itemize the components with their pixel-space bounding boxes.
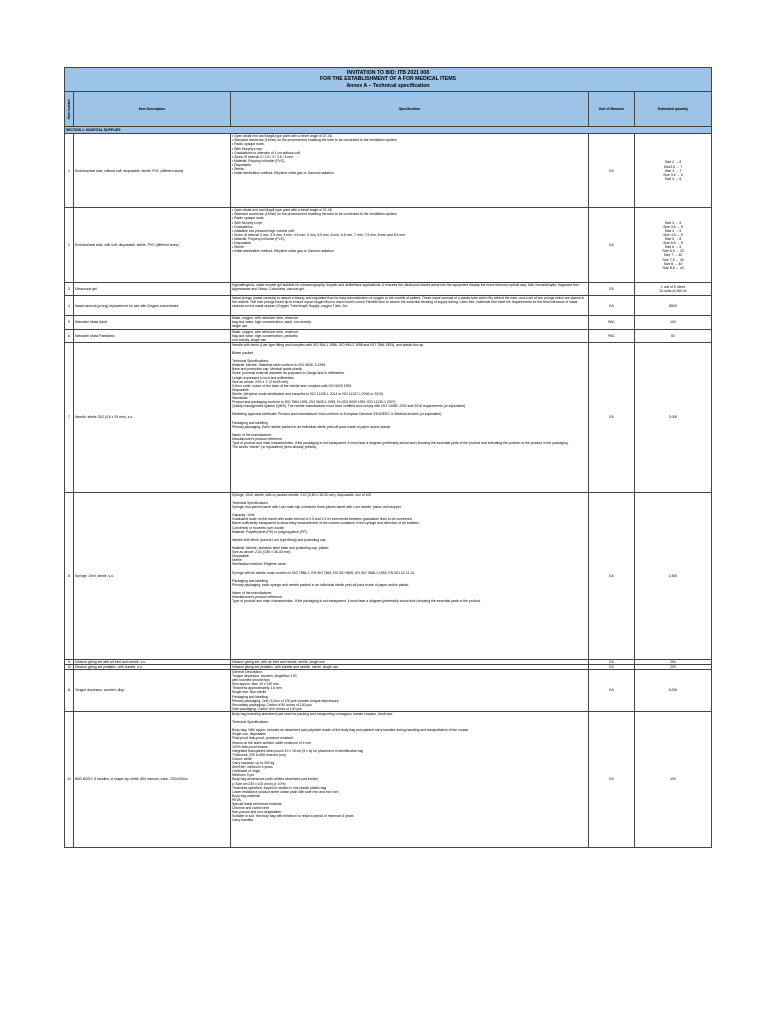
- col-quantity: Estimated quantity: [635, 92, 712, 127]
- quantity-cell: 8,000: [635, 669, 712, 711]
- title-row: [65, 68, 712, 92]
- table-row: [65, 342, 712, 492]
- table-row: [65, 492, 712, 659]
- table-row: [65, 296, 712, 316]
- item-description-cell: Endotracheal tube, without cuff, disposable, sterile, PVC (different sizes): [74, 134, 231, 208]
- specification-cell: Mask, oxygen, with nebulizer tube, reservoir bag and valve, high concentration, pediatric, non-toxicity, single use: [231, 329, 589, 342]
- item-number-cell: 9: [65, 659, 74, 664]
- column-header-row: [65, 92, 712, 127]
- specification-cell: General Description: Tongue depressor, wooden, single/box 100 with rounded smooth tips Size approx: 8cm 15 x 140 mm Thickness approximately 1.6 mm Single use: Non-sterile Packaging and labelling Primary packaging: One (1) box of 100 pcs wooden tongue depressors. Secondary packaging: Carton of 50 boxes of 100 pcs Over packaging: Carton of in boxes of 100 pcs: [231, 669, 589, 711]
- item-number-cell: 4: [65, 296, 74, 316]
- specification-cell: • Open distal end and Magill-type point with a bevel angle of 37-45. • Standard connector (15mm) on the proximal end enabling the tube to be connected to the ventilation system. • Radio opaque mark. • With Murphy's eye. • Graduations. • Inflatable low pressure/high volume cuff. • Sizes: Ø internal 3 mm, 3.5 mm, 4 mm, 4.5 mm, 5 mm, 5.5 mm, 6 mm, 6.5 mm, 7 mm, 7.5 mm, 8 mm and 8.5 mm • Material: Polyvinyl chloride (PVC). • Disposable. • Sterile. • Initial sterilization method: Ethylene oxide gas or Gamma radiation.: [231, 208, 589, 283]
- unit-cell: EA: [589, 492, 635, 659]
- item-description-cell: Endotracheal tube, with cuff, disposable, sterile, PVC (different sizes): [74, 208, 231, 283]
- specification-cell: Hypoallergenic, water soluble gel suitable for ultrasonography, doppler and defibrillator applications. It ensures the ultrasound waves admit into the equipment display the most minimum optical way. Salt, formaldehyde, fragrance free. Appearance and Odour: Colourless, viscous gel.: [231, 283, 589, 296]
- item-number-cell: 7: [65, 342, 74, 492]
- quantity-cell: 100: [635, 711, 712, 847]
- item-description-cell: Tongue depressor, wooden, disp.: [74, 669, 231, 711]
- item-description-cell: Infusion giving set with air inlet and needle, s.u.: [74, 659, 231, 664]
- item-number-cell: 8: [65, 492, 74, 659]
- item-number-cell: 11: [65, 669, 74, 711]
- specification-cell: • Open distal end and Magill-type point with a bevel angle of 37-45. • Standard connector (15mm) on the proximal end enabling the tube to be connected to the ventilation system. • Radio opaque mark. • With Murphy's eye. • Graduations in intervals of 1 cm without cuff. • Sizes: Ø internal 2 / 2.5 / 3 / 3.5 / 4 mm • Material: Polyvinyl chloride (PVC). • Disposable. • Sterile. • Initial sterilization method: Ethylene oxide gas or Gamma radiation.: [231, 134, 589, 208]
- unit-cell: EA: [589, 208, 635, 283]
- col-unit: Unit of Measure: [589, 92, 635, 127]
- unit-cell: EA: [589, 134, 635, 208]
- quantity-cell: Size 2 → 6 Size2.5 → 7 Size 3 → 7 Size 3.5 → 6 Size 4 → 6: [635, 134, 712, 208]
- quantity-cell: 8500: [635, 296, 712, 316]
- unit-cell: EA: [589, 664, 635, 669]
- unit-cell: EA: [589, 283, 635, 296]
- unit-cell: EA: [589, 342, 635, 492]
- specification-cell: Mask, oxygen, with nebulizer tube, reservoir bag and valve, high concentration, adult, non-toxicity. single use: [231, 316, 589, 329]
- unit-cell: EA: [589, 669, 635, 711]
- quantity-cell: Size 3 → 5 Size 3.5 → 5 Size 4 → 5 Size 4.5 → 5 Size 5 → 8 Size 5.5 → 5 Size 6 → 5 Size 6.5 → 20 Size 7 → 40 Size 7.5 → 40 Size 8 → 40 Size 8.5 → 40: [635, 208, 712, 283]
- table-row: [65, 711, 712, 847]
- item-number-cell: 12: [65, 711, 74, 847]
- item-description-cell: Syringe, 10ml, sterile, s.u.: [74, 492, 231, 659]
- table-row: [65, 134, 712, 208]
- item-description-cell: Needle, sterile 23G (0.6 x 25 mm), s.u.: [74, 342, 231, 492]
- quantity-cell: 100: [635, 316, 712, 329]
- item-description-cell: Ultrasound gel: [74, 283, 231, 296]
- table-row: [65, 669, 712, 711]
- title-line-1: INVITATION TO BID: ITB 2021 008: [346, 70, 430, 76]
- item-number-cell: 2: [65, 208, 74, 283]
- item-number-cell: 6: [65, 329, 74, 342]
- quantity-cell: 3,000: [635, 342, 712, 492]
- table-row: [65, 208, 712, 283]
- unit-cell: PAC: [589, 329, 635, 342]
- item-number-cell: 5: [65, 316, 74, 329]
- specification-cell: Needle with bevel (Luer type fitting and complies with ISO 594-1 1986, ISO 594-2 1998 and ISO 7864 1993), and plastic box ap. Blister packed Technical Specifications: Material: Needle: Stainless steel conform to ISO 9626, 3-1995. Base and protective cap: Medical grade plastic. Sizes: (nominal external diameter as proposed in Gauge and in millimetres. Length expressed in inch and millimetres. Size as above: 23G x 1" (0.6x25 mm). Colour code: colour of the base of the needle and complies with ISO 6009 1992. Disposable. Sterile, (ethylene oxide sterilization and complies to ISO 11135-1 2014 or ISO 11137-1 2006 or 2015). Standards: Product and packaging conform to ISO 7864 1993, ISO 9626 3-1995, HI (ISO 6009 1992, ISO 11135-1 2007) Quality management system (QMS): The needle manufacturer must have certified and comply with ISO 13485: 2003 and 2016 requirements (or equivalent). Marketing approval certificate: Product and manufacturer must conform to European Directive 93/42/EEC or Medical devices (or equivalent). Packaging and labelling Primary packaging: Each needle packed in an individual sterile peel-off pack made of paper and/or plastic. Name of the manufacturer. Manufacturer's product reference. Type of product and main characteristics. If the packaging is not transparent, it must bear a diagram (preferably actual size) showing the essential parts of the product and indicating the position of the product in the packaging. The words "sterile" (or equivalent) (term already printed).: [231, 342, 589, 492]
- specification-cell: Infusion giving set, with air inlet and needle, sterile, single use: [231, 659, 589, 664]
- title-line-3: Annex A – Technical specification: [346, 82, 430, 89]
- quantity-cell: 1 unit of 5 Liters 40 units of 260 ml: [635, 283, 712, 296]
- col-item-number: [65, 92, 74, 127]
- table-row: [65, 316, 712, 329]
- col-item-number-label: Item number: [66, 99, 71, 120]
- section-row: [65, 127, 712, 134]
- section-title: SECTION 1: HOSPITAL SUPPLIES: [65, 127, 712, 134]
- item-number-cell: 3: [65, 283, 74, 296]
- specification-cell: Infusion giving set pediatric, with burette and needle, sterile, single use: [231, 664, 589, 669]
- table-row: [65, 283, 712, 296]
- quantity-cell: 60: [635, 329, 712, 342]
- unit-cell: EA: [589, 659, 635, 664]
- item-description-cell: Nebulizer Mask Paediatric: [74, 329, 231, 342]
- specification-cell: Syringe, 10ml, sterile, with or packed needle, 21G (0,80 x 38-40 mm), disposable, box of 100 Technical Specifications Syringe, two-pieces barrel with Luer male slip connector three-pieces barrel with Luer needle, piston and stopper. Capacity: 10ml Graduated scale on the barrel with scale interval of 0.5 and 1.0 ml increments between graduation lines to be numbered Barrel sufficiently transparent to allow easy measurement of the volume contained in the syringe and detection of air bubbles. Concentric or eccentric luer nozzle Material: Polyethylene (PE) or polypropylene (PP). Needle with bevel (conical Luer type fitting) and protecting cap. Material: Needle: stainless steel base and protecting cap: plastic. Size as above: 21G (0.80 x 38-40 mm). Disposable. Sterile. Sterilization method: Ethylene oxide. Syringe with its needle must conform to ISO 7886-1, EN ISO 7864, EN ISO 9626, EN ISO 7886-1:1993, EN ISO 10 13 13. Packaging and labelling Primary packaging: each syringe and needle packed in an individual sterile peel-off pack made of paper and/or plastic. Name of the manufacturer. Manufacturer's product reference. Type of product and main characteristics. If the packaging is not transparent, it must bear a diagram (preferably actual size) showing the essential parts of the product: [231, 492, 589, 659]
- quantity-cell: 250: [635, 659, 712, 664]
- col-specification: Specification: [231, 92, 589, 127]
- item-description-cell: Nebulizer Mask Adult: [74, 316, 231, 329]
- specification-cell: Nasal prongs (nasal cannula) to assure a steady and regulated flow for easy administration of oxygen to the nostrils of patient. These nasal cannula of a plastic tube which fits behind the ears, and a set of two prongs which are placed in the nostrils. Soft twin prongs insert tip to ensure equal oxygen flow to each nostril Lumen Flexible tube to assure the essential bending of supply tubing. Latex free, materials that meet the requirements for the best tolerance of nasal cannula on the nasal septum (Oxygen Tube length Supply: oxygen Tube, 2m.: [231, 296, 589, 316]
- technical-specification-table: [64, 67, 712, 848]
- quantity-cell: 200: [635, 664, 712, 669]
- item-description-cell: BAG BODY, 8 handles, U shape zip, white, 800 microns, each, 230x100cm: [74, 711, 231, 847]
- title-line-2: FOR THE ESTABLISHMENT OF A FOR MEDICAL ITEMS: [319, 76, 457, 83]
- col-item-description: Item Description: [74, 92, 231, 127]
- specification-cell: Body bag including absorbent pad used for packing and transporting contagious human corpses, Adult size. Technical Specifications: Body bag: With zipper, includes an absorbent pad polyester made of the body bag and padded carry handles during handling and transportation of the corpse. Single use, disposable Fluid proof leak-proof, puncture resistant Seams on the sides welded, width minimum of 4 mm 100% leak-proof seams Integrated transparent label pouch 10 x 15 cm (5 x w) for placement of identification tag Thickness: 200 to 800 microns (um) Colour: white Carry capacity: up to 250 kg Shelf life: minimum 5 years Certificate of origin Minimum 3 yrs Body bag dimensions (with unfilled absorbent pad inside): U Size cm 230 x 100 (inch) (± 10%) Thickness specified, zipped or sealed in one plastic plastic bag Lower resistance product sheet ocean plain with side mm and mm inch Body bag material: PEVA Special linear reinforced material Chlorine and carbon free Non-porous and non-degradable Suitable in soil, the body bag with minimum to resist a period of minimum 5 years Carry handles: [231, 711, 589, 847]
- document-title: [65, 68, 712, 92]
- item-number-cell: 1: [65, 134, 74, 208]
- quantity-cell: 2,500: [635, 492, 712, 659]
- unit-cell: PAC: [589, 316, 635, 329]
- unit-cell: EA: [589, 296, 635, 316]
- item-description-cell: Infusion giving set pediatric, with burette, s.u.: [74, 664, 231, 669]
- item-description-cell: Nasal cannula (prong) replacement for use with Oxygen concentrator: [74, 296, 231, 316]
- table-row: [65, 329, 712, 342]
- item-number-cell: 10: [65, 664, 74, 669]
- unit-cell: EA: [589, 711, 635, 847]
